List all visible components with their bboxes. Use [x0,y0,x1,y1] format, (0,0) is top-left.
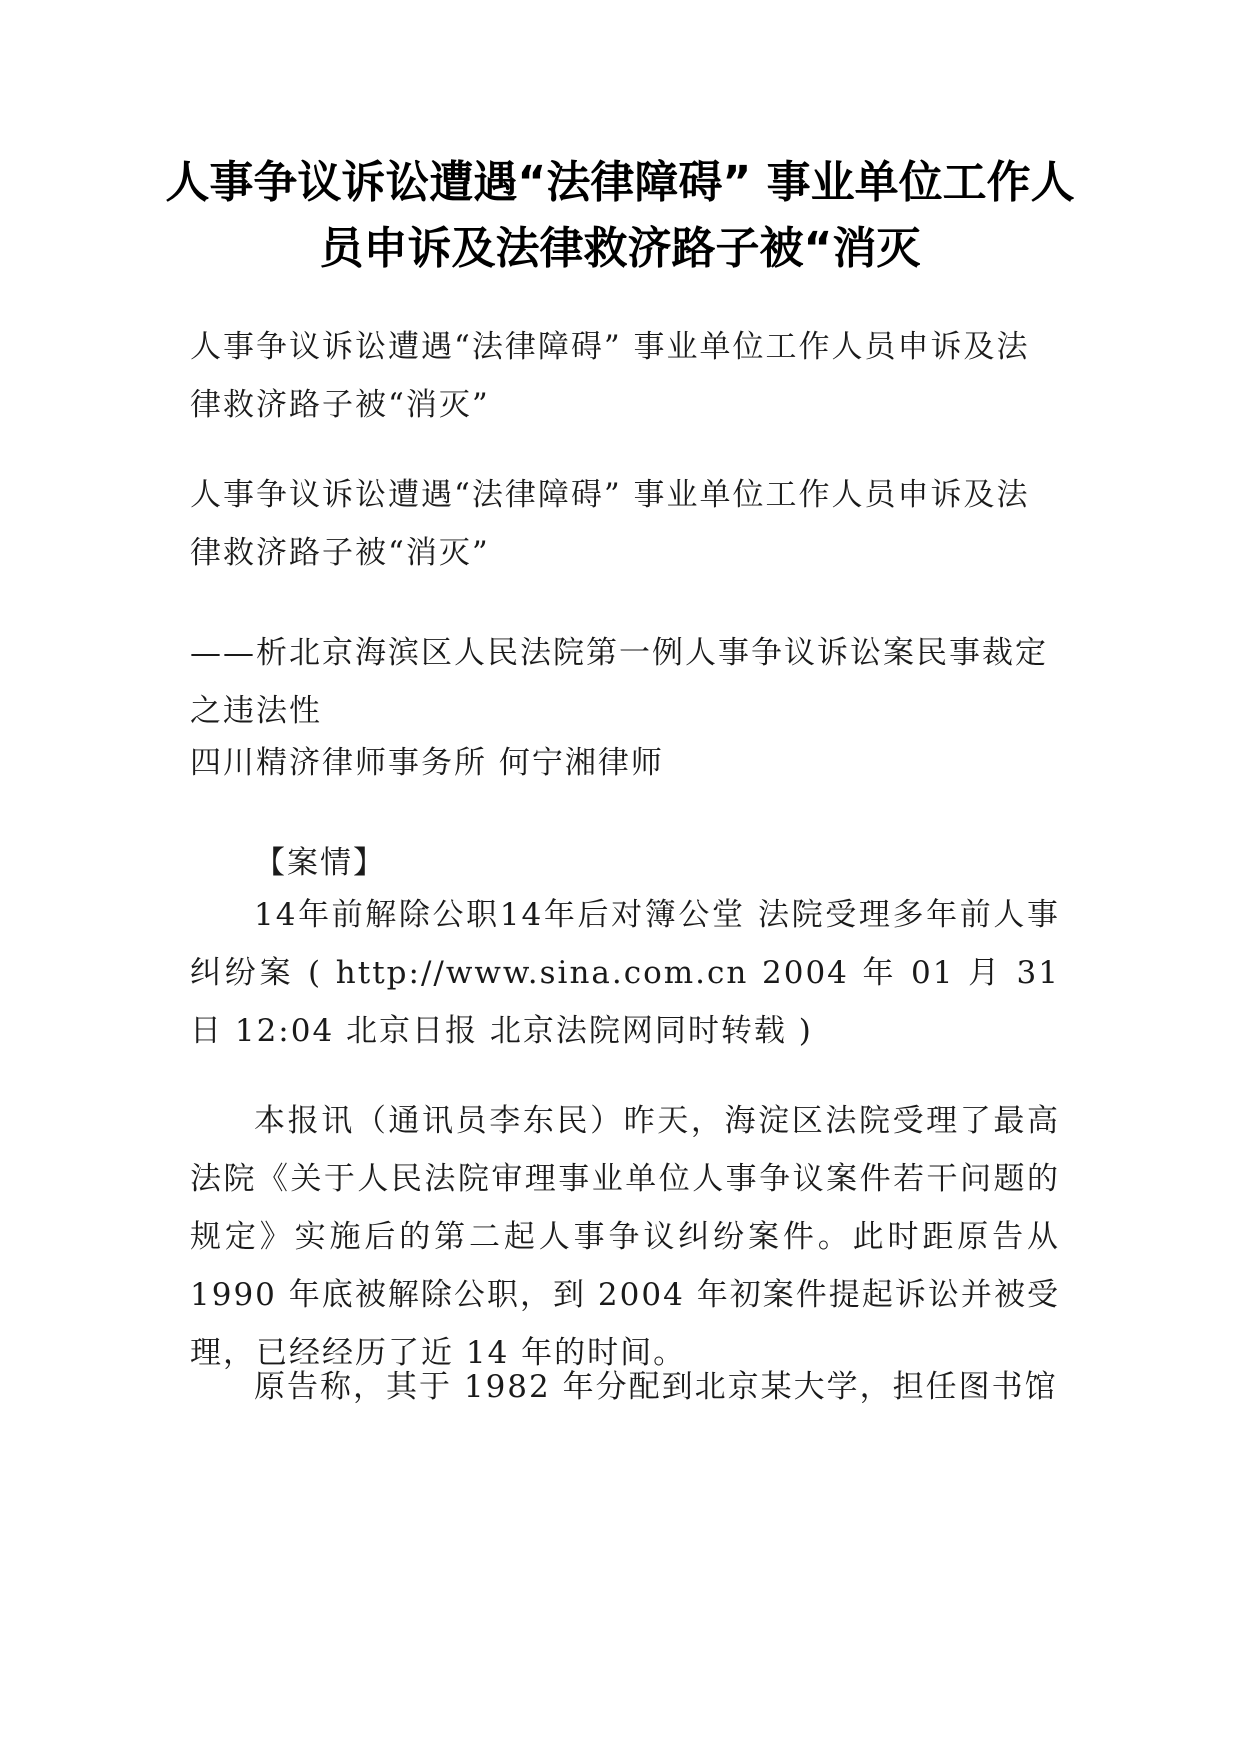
author-line: 四川精济律师事务所 何宁湘律师 [190,745,664,781]
news-report-paragraph: 本报讯（通讯员李东民）昨天，海淀区法院受理了最高法院《关于人民法院审理事业单位人事争议案件若干问题的规定》实施后的第二起人事争议纠纷案件。此时距原告从 1990 年底被解除公职，到 2004 年初案件提起诉讼并被受理，已经经历了近 14 年的时间。 [190,1103,1060,1371]
plaintiff-claim-paragraph: 原告称，其于 1982 年分配到北京某大学，担任图书馆 [254,1369,1058,1405]
news-source-paragraph: 14年前解除公职14年后对簿公堂 法院受理多年前人事纠纷案 ( http://www.sina.com.cn 2004 年 01 月 31 日 12:04 北京日报 北京法院网同时转载 ) [190,897,1060,1049]
analysis-line: ——析北京海滨区人民法院第一例人事争议诉讼案民事裁定之违法性 [190,635,1048,729]
section-heading: 【案情】 [254,845,386,881]
subtitle-paragraph-2: 人事争议诉讼遭遇“法律障碍” 事业单位工作人员申诉及法律救济路子被“消灭” [190,477,1030,571]
subtitle-paragraph-1: 人事争议诉讼遭遇“法律障碍” 事业单位工作人员申诉及法律救济路子被“消灭” [190,329,1030,423]
document-title: 人事争议诉讼遭遇“法律障碍” 事业单位工作人员申诉及法律救济路子被“消灭 [165,157,1075,274]
